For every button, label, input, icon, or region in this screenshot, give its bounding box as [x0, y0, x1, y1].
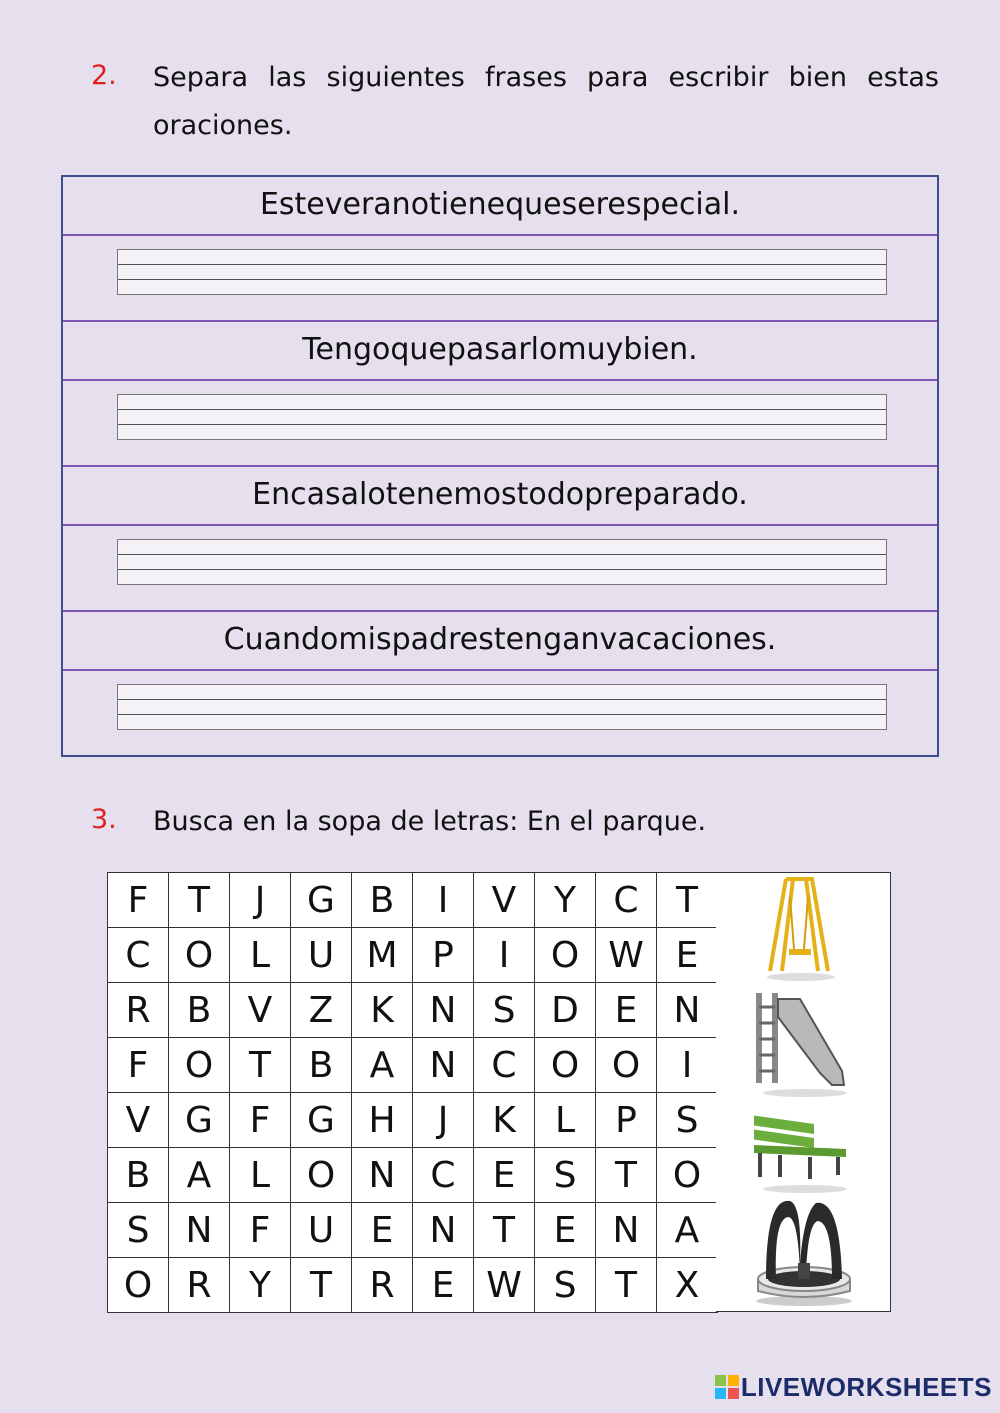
letter-cell[interactable]: H	[352, 1093, 413, 1148]
letter-cell[interactable]: C	[474, 1038, 535, 1093]
letter-cell[interactable]: W	[596, 928, 657, 983]
grid-row	[108, 1038, 718, 1093]
letter-cell[interactable]: T	[291, 1258, 352, 1313]
grid-row	[108, 983, 718, 1038]
letter-cell[interactable]: I	[413, 873, 474, 928]
letter-cell[interactable]: A	[169, 1148, 230, 1203]
word-search-grid[interactable]	[107, 872, 718, 1313]
writing-lines[interactable]	[117, 249, 887, 295]
writing-lines[interactable]	[117, 539, 887, 585]
letter-cell[interactable]: E	[657, 928, 718, 983]
letter-cell[interactable]: O	[535, 928, 596, 983]
letter-cell[interactable]: T	[474, 1203, 535, 1258]
letter-cell[interactable]: K	[474, 1093, 535, 1148]
letter-cell[interactable]: N	[413, 1203, 474, 1258]
letter-cell[interactable]: B	[291, 1038, 352, 1093]
brand-logo	[715, 1372, 992, 1403]
letter-cell[interactable]: N	[413, 983, 474, 1038]
letter-cell[interactable]: S	[657, 1093, 718, 1148]
letter-cell[interactable]: E	[413, 1258, 474, 1313]
letter-cell[interactable]: P	[413, 928, 474, 983]
letter-cell[interactable]: O	[535, 1038, 596, 1093]
slide-icon	[750, 987, 860, 1099]
grid-row	[108, 1203, 718, 1258]
letter-cell[interactable]: T	[596, 1148, 657, 1203]
letter-cell[interactable]: E	[474, 1148, 535, 1203]
swing-icon	[746, 875, 856, 983]
question-text: Busca en la sopa de letras: En el parque.	[153, 806, 707, 837]
letter-cell[interactable]: C	[413, 1148, 474, 1203]
letter-cell[interactable]: N	[352, 1148, 413, 1203]
letter-cell[interactable]: S	[108, 1203, 169, 1258]
sentence-2: Tengoquepasarlomuybien.	[63, 322, 937, 381]
sentence-4: Cuandomispadrestenganvacaciones.	[63, 612, 937, 671]
letter-cell[interactable]: E	[596, 983, 657, 1038]
grid-row	[108, 1258, 718, 1313]
question-number: 3.	[91, 804, 117, 835]
writing-lines[interactable]	[117, 684, 887, 730]
letter-cell[interactable]: J	[230, 873, 291, 928]
letter-cell[interactable]: E	[535, 1203, 596, 1258]
bench-icon	[750, 1105, 860, 1195]
letter-cell[interactable]: A	[352, 1038, 413, 1093]
letter-cell[interactable]: C	[108, 928, 169, 983]
letter-cell[interactable]: T	[169, 873, 230, 928]
sentence-1: Esteveranotienequeserespecial.	[63, 177, 937, 236]
letter-cell[interactable]: O	[108, 1258, 169, 1313]
letter-cell[interactable]: F	[108, 873, 169, 928]
letter-cell[interactable]: P	[596, 1093, 657, 1148]
letter-cell[interactable]: V	[108, 1093, 169, 1148]
letter-cell[interactable]: D	[535, 983, 596, 1038]
letter-cell[interactable]: O	[596, 1038, 657, 1093]
letter-cell[interactable]: V	[230, 983, 291, 1038]
brand-name: LIVEWORKSHEETS	[740, 1372, 992, 1402]
letter-cell[interactable]: O	[169, 928, 230, 983]
letter-cell[interactable]: K	[352, 983, 413, 1038]
sentence-3: Encasalotenemostodopreparado.	[63, 467, 937, 526]
letter-cell[interactable]: R	[352, 1258, 413, 1313]
letter-cell[interactable]: W	[474, 1258, 535, 1313]
park-pictures	[716, 872, 891, 1312]
letter-cell[interactable]: L	[535, 1093, 596, 1148]
letter-cell[interactable]: J	[413, 1093, 474, 1148]
letter-cell[interactable]: I	[657, 1038, 718, 1093]
letter-cell[interactable]: E	[352, 1203, 413, 1258]
letter-cell[interactable]: T	[657, 873, 718, 928]
letter-cell[interactable]: F	[108, 1038, 169, 1093]
letter-cell[interactable]: R	[169, 1258, 230, 1313]
question-number: 2.	[91, 60, 117, 91]
letter-cell[interactable]: R	[108, 983, 169, 1038]
letter-cell[interactable]: X	[657, 1258, 718, 1313]
letter-cell[interactable]: L	[230, 928, 291, 983]
liveworksheets-logo-icon	[715, 1375, 739, 1399]
grid-row	[108, 928, 718, 983]
letter-cell[interactable]: U	[291, 1203, 352, 1258]
answer-line-1[interactable]	[63, 236, 937, 322]
letter-cell[interactable]: B	[108, 1148, 169, 1203]
letter-cell[interactable]: V	[474, 873, 535, 928]
letter-cell[interactable]: G	[291, 873, 352, 928]
writing-lines[interactable]	[117, 394, 887, 440]
letter-cell[interactable]: O	[169, 1038, 230, 1093]
letter-cell[interactable]: N	[657, 983, 718, 1038]
letter-cell[interactable]: B	[169, 983, 230, 1038]
letter-cell[interactable]: Y	[230, 1258, 291, 1313]
letter-cell[interactable]: L	[230, 1148, 291, 1203]
letter-cell[interactable]: U	[291, 928, 352, 983]
letter-cell[interactable]: S	[535, 1258, 596, 1313]
letter-cell[interactable]: F	[230, 1093, 291, 1148]
letter-cell[interactable]: I	[474, 928, 535, 983]
answer-line-2[interactable]	[63, 381, 937, 467]
letter-cell[interactable]: O	[657, 1148, 718, 1203]
letter-cell[interactable]: N	[413, 1038, 474, 1093]
letter-cell[interactable]: T	[596, 1258, 657, 1313]
letter-cell[interactable]: T	[230, 1038, 291, 1093]
letter-cell[interactable]: F	[230, 1203, 291, 1258]
question-text: Separa las siguientes frases para escribir bien estas oraciones.	[153, 62, 939, 141]
letter-cell[interactable]: B	[352, 873, 413, 928]
letter-cell[interactable]: N	[169, 1203, 230, 1258]
letter-cell[interactable]: C	[596, 873, 657, 928]
letter-cell[interactable]: G	[169, 1093, 230, 1148]
letter-cell[interactable]: S	[474, 983, 535, 1038]
letter-cell[interactable]: Z	[291, 983, 352, 1038]
answer-line-4[interactable]	[63, 671, 937, 757]
letter-cell[interactable]: G	[291, 1093, 352, 1148]
letter-cell[interactable]: A	[657, 1203, 718, 1258]
letter-cell[interactable]: N	[596, 1203, 657, 1258]
letter-cell[interactable]: O	[291, 1148, 352, 1203]
sentences-box	[61, 175, 939, 757]
grid-row	[108, 1148, 718, 1203]
grid-row	[108, 1093, 718, 1148]
letter-cell[interactable]: S	[535, 1148, 596, 1203]
grid-row	[108, 873, 718, 928]
fountain-icon	[744, 1193, 864, 1309]
letter-cell[interactable]: M	[352, 928, 413, 983]
letter-cell[interactable]: Y	[535, 873, 596, 928]
answer-line-3[interactable]	[63, 526, 937, 612]
